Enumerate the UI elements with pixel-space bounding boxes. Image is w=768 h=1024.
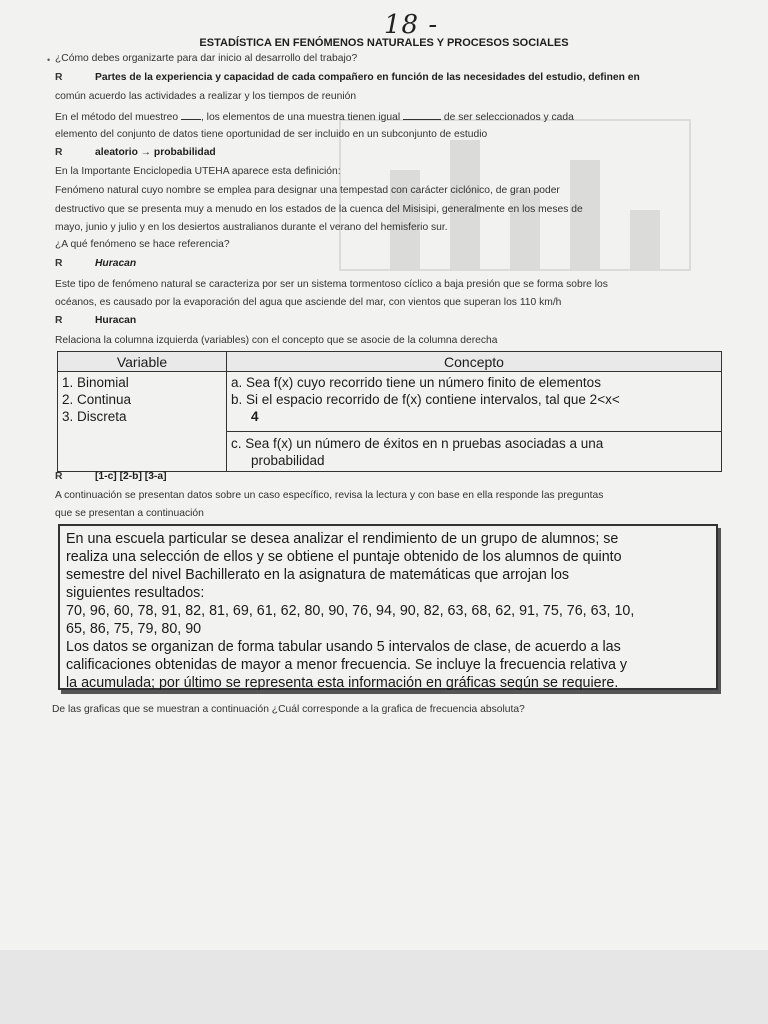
question-4-line2: océanos, es causado por la evaporación del agua que asciende del mar, con vientos que superan los 110 km/h [55, 297, 562, 308]
question-3-line3: mayo, junio y julio y en los desiertos australianos durante el verano del hemisferio sur. [55, 222, 448, 233]
answer-4: R Huracan [55, 315, 137, 326]
answer-3: R Huracan [55, 258, 137, 269]
question-1: ¿Cómo debes organizarte para dar inicio al desarrollo del trabajo? [55, 53, 358, 64]
bleed-through-text [55, 735, 745, 748]
scanner-background [0, 950, 768, 1024]
box-line: calificaciones obtenidas de mayor a menor frecuencia. Se incluye la frecuencia relativa y [66, 657, 628, 673]
question-6-line2: que se presentan a continuación [55, 508, 204, 519]
question-7: De las graficas que se muestran a continuación ¿Cuál corresponde a la grafica de frecuencia absoluta? [52, 704, 525, 715]
concept-item-cont: probabilidad [251, 453, 325, 468]
bullet-mark: • [47, 55, 51, 65]
question-3-line2: destructivo que se presenta muy a menudo en los estados de la cuenca del Misisipi, generalmente en los meses de [55, 204, 583, 215]
box-line: semestre del nivel Bachillerato en la asignatura de matemáticas que arrojan los [66, 567, 570, 583]
case-study-box [58, 524, 718, 690]
question-6-line1: A continuación se presentan datos sobre un caso específico, revisa la lectura y con base en ella responde las preguntas [55, 490, 604, 501]
variable-item: 1. Binomial [62, 375, 129, 390]
answer-1: R Partes de la experiencia y capacidad de cada compañero en función de las necesidades del estudio, definen en [55, 72, 640, 83]
variables-cell [58, 372, 227, 472]
question-5: Relaciona la columna izquierda (variables) con el concepto que se asocie de la columna derecha [55, 335, 498, 346]
box-line: la acumulada; por último se representa esta información en gráficas según se requiere. [66, 675, 619, 691]
question-4-line1: Este tipo de fenómeno natural se caracteriza por ser un sistema tormentoso cíclico a baja presión que se forma sobre los [55, 279, 608, 290]
header-concepto: Concepto [227, 352, 722, 372]
concept-item: c. Sea f(x) un número de éxitos en n pruebas asociadas a una [231, 436, 604, 451]
box-line: siguientes resultados: [66, 585, 205, 601]
answer-2: R aleatorio → probabilidad [55, 147, 216, 158]
question-2: En el método del muestreo , los elementos de una muestra tienen igual de ser seleccionados y cada [55, 112, 574, 123]
concept-item-cont: 4 [251, 409, 259, 424]
box-line: Los datos se organizan de forma tabular usando 5 intervalos de clase, de acuerdo a las [66, 639, 621, 655]
matching-table [57, 351, 722, 472]
question-3-intro: En la Importante Enciclopedia UTEHA aparece esta definición: [55, 166, 341, 177]
box-line: En una escuela particular se desea analizar el rendimiento de un grupo de alumnos; se [66, 531, 619, 547]
concept-item: a. Sea f(x) cuyo recorrido tiene un número finito de elementos [231, 375, 601, 390]
header-variable: Variable [58, 352, 227, 372]
question-3-line1: Fenómeno natural cuyo nombre se emplea para designar una tempestad con carácter ciclónico, de gran poder [55, 185, 560, 196]
document-title: ESTADÍSTICA EN FENÓMENOS NATURALES Y PROCESOS SOCIALES [199, 37, 569, 49]
box-line: 70, 96, 60, 78, 91, 82, 81, 69, 61, 62, 80, 90, 76, 94, 90, 82, 63, 68, 62, 91, 75, 76, 63, 10, [66, 603, 635, 619]
variable-item: 3. Discreta [62, 409, 127, 424]
answer-1-cont: común acuerdo las actividades a realizar y los tiempos de reunión [55, 91, 357, 102]
concept-item: b. Si el espacio recorrido de f(x) contiene intervalos, tal que 2<x< [231, 392, 620, 407]
handwritten-page-number: 18 - [384, 10, 439, 40]
variable-item: 2. Continua [62, 392, 132, 407]
answer-5: R [1-c] [2-b] [3-a] [55, 471, 167, 482]
box-line: 65, 86, 75, 79, 80, 90 [66, 621, 202, 637]
concepts-cell [227, 372, 722, 472]
question-2-cont: elemento del conjunto de datos tiene oportunidad de ser incluido en un subconjunto de estudio [55, 129, 488, 140]
question-3: ¿A qué fenómeno se hace referencia? [55, 239, 230, 250]
box-line: realiza una selección de ellos y se obtiene el puntaje obtenido de los alumnos de quinto [66, 549, 622, 565]
